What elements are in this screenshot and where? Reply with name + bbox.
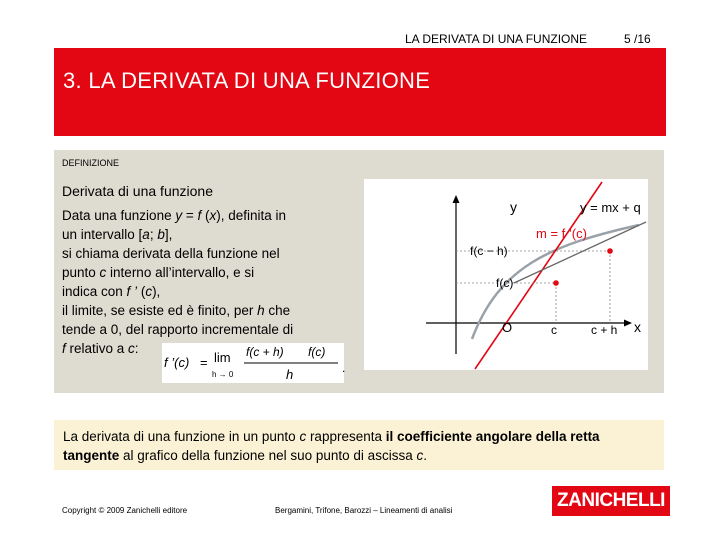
y-axis-label: y	[510, 199, 517, 215]
tangent-graph	[364, 179, 648, 370]
formula-svg	[162, 343, 344, 383]
page-number: 5 /16	[624, 32, 651, 46]
tangency-point	[553, 280, 559, 286]
authors: Bergamini, Trifone, Barozzi – Lineamenti di analisi	[275, 506, 453, 515]
formula-denominator: h	[286, 367, 294, 382]
tangent-equation: y = mx + q	[580, 200, 641, 215]
formula-lhs: f ’(c)	[164, 355, 190, 370]
secant-point	[607, 248, 613, 254]
graph-svg	[364, 179, 648, 370]
fch-label: f(c − h)	[470, 244, 508, 258]
note-text: La derivata di una funzione in un punto c rappresenta il coefficiente angolare della retta tangente al grafico della funzione nel suo punto di ascissa c.	[63, 429, 600, 463]
y-axis-arrow	[453, 195, 460, 203]
x-axis-label: x	[634, 319, 641, 335]
copyright: Copyright © 2009 Zanichelli editore	[62, 506, 188, 515]
formula-eq: =	[200, 355, 208, 370]
definition-box	[54, 150, 664, 393]
note-box	[54, 420, 664, 470]
definition-heading: Derivata di una funzione	[62, 183, 213, 199]
ch-label: c + h	[591, 323, 618, 337]
slope-equation: m = f ’(c)	[536, 226, 587, 241]
formula-numerator-b: f(c)	[308, 345, 326, 359]
formula-lim-sub: h → 0	[212, 370, 234, 379]
formula-numerator-a: f(c + h)	[246, 345, 284, 359]
c-label: c	[551, 323, 557, 337]
definition-text: Data una funzione y = f (x), definita in un intervallo [a; b], si chiama derivata della funzione nel punto c interno all’intervallo, e si indica con f ’ (c), il limite, se esiste ed è finito, per h che tende a 0, del rapporto incrementale di f relativo a c:	[62, 208, 294, 356]
fc-label: f(c)	[496, 276, 514, 290]
slide-title: 3. LA DERIVATA DI UNA FUNZIONE	[63, 68, 431, 93]
formula-lim: lim	[214, 350, 231, 365]
derivative-formula	[162, 343, 344, 383]
definition-label: DEFINIZIONE	[62, 158, 120, 168]
origin-label: O	[502, 320, 513, 335]
formula-dot: .	[342, 361, 346, 375]
title-band	[54, 48, 666, 136]
running-title: LA DERIVATA DI UNA FUNZIONE	[405, 32, 588, 46]
publisher-logo: ZANICHELLI	[552, 486, 670, 516]
x-axis-arrow	[624, 320, 632, 327]
